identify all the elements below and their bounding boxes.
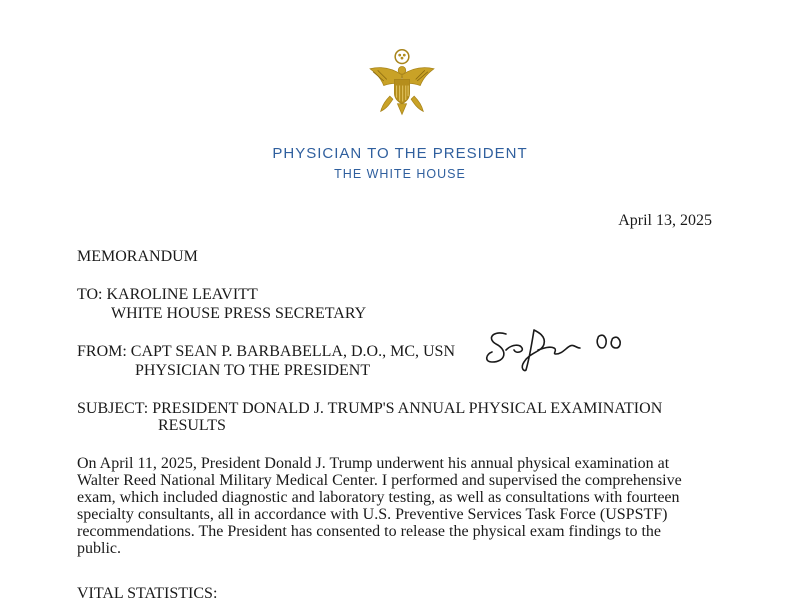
subject-line-continued: RESULTS [158,417,226,434]
letterhead-subtitle: THE WHITE HOUSE [334,167,466,181]
body-line: public. [77,540,121,557]
body-line: recommendations. The President has consented to release the physical exam findings to the [77,523,661,540]
body-line: specialty consultants, all in accordance with U.S. Preventive Services Task Force (USPSTF) [77,506,668,523]
section-heading-vital-statistics: VITAL STATISTICS: [77,585,218,600]
body-line: exam, which included diagnostic and laboratory testing, as well as consultations with fourteen [77,489,680,506]
to-line-name: TO: KAROLINE LEAVITT [77,286,258,303]
memo-title: MEMORANDUM [77,248,198,265]
body-line: Walter Reed National Military Medical Center. I performed and supervised the comprehensive [77,472,682,489]
memo-date: April 13, 2025 [618,212,712,229]
body-line: On April 11, 2025, President Donald J. Trump underwent his annual physical examination at [77,455,670,472]
body-paragraph [77,455,707,557]
from-line-name: FROM: CAPT SEAN P. BARBABELLA, D.O., MC, USN [77,343,455,360]
to-line-title: WHITE HOUSE PRESS SECRETARY [111,305,367,322]
letterhead-title: PHYSICIAN TO THE PRESIDENT [272,145,528,162]
from-line-title: PHYSICIAN TO THE PRESIDENT [135,362,371,379]
handwritten-signature [480,322,630,374]
presidential-seal-icon [364,46,440,122]
subject-line: SUBJECT: PRESIDENT DONALD J. TRUMP'S ANNUAL PHYSICAL EXAMINATION [77,400,663,417]
